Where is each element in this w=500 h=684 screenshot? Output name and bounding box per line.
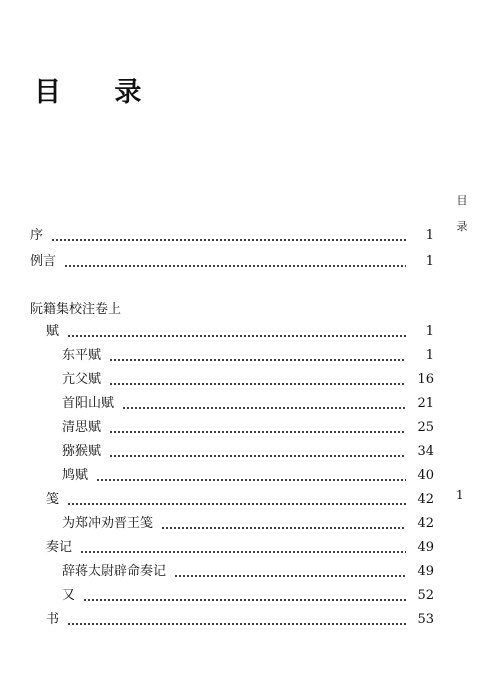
toc-entry[interactable]: [62, 366, 434, 388]
toc-entry-title: 清思赋: [62, 420, 102, 435]
leader-dots: [64, 254, 406, 268]
leader-dots: [161, 516, 406, 530]
leader-dots: [67, 492, 406, 506]
toc-entry-title: 笺: [46, 492, 60, 507]
leader-dots: [80, 540, 406, 554]
leader-dots: [67, 612, 406, 626]
toc-entry[interactable]: [62, 582, 434, 604]
leader-dots: [174, 564, 406, 578]
toc-entry-page: 25: [417, 420, 434, 435]
toc-entry-page: 49: [417, 540, 434, 555]
toc-entry[interactable]: [62, 414, 434, 436]
toc-entry[interactable]: [30, 248, 434, 270]
toc-entry-title: 首阳山赋: [62, 396, 115, 411]
toc-entry-page: 49: [417, 564, 434, 579]
toc-entry-title: 鸠赋: [62, 468, 89, 483]
toc-entry-page: 42: [417, 516, 434, 531]
toc-entry-title: 亢父赋: [62, 372, 102, 387]
toc-entry[interactable]: [62, 462, 434, 484]
toc-entry-title: 辞蒋太尉辟命奏记: [62, 564, 167, 579]
toc-entry[interactable]: [46, 606, 434, 628]
toc-entry-title: 东平赋: [62, 348, 102, 363]
toc-entry[interactable]: [46, 486, 434, 508]
running-header-char: 目: [456, 194, 468, 207]
toc-entry-page: 1: [425, 228, 434, 243]
toc-entry-page: 1: [425, 324, 434, 339]
running-header-side: [455, 188, 469, 240]
leader-dots: [51, 228, 406, 242]
toc-entry-page: 1: [425, 348, 434, 363]
leader-dots: [109, 420, 406, 434]
toc-entry-title: 奏记: [46, 540, 73, 555]
toc-entry[interactable]: [62, 510, 434, 532]
side-page-number: 1: [456, 488, 464, 502]
toc-entry-page: 40: [417, 468, 434, 483]
toc-entry-page: 42: [417, 492, 434, 507]
toc-entry[interactable]: [30, 222, 434, 244]
page-title: 目 录: [34, 77, 164, 108]
leader-dots: [67, 324, 406, 338]
toc-entry-title: 又: [62, 588, 76, 603]
leader-dots: [109, 444, 406, 458]
toc-entry-title: 书: [46, 612, 60, 627]
leader-dots: [109, 348, 406, 362]
section-title: 阮籍集校注卷上: [30, 302, 122, 317]
leader-dots: [109, 372, 406, 386]
toc-entry-page: 1: [425, 254, 434, 269]
toc-entry[interactable]: [62, 390, 434, 412]
toc-entry[interactable]: [62, 558, 434, 580]
toc-entry-title: 赋: [46, 324, 60, 339]
running-header-char: 录: [456, 220, 468, 233]
leader-dots: [96, 468, 406, 482]
toc-entry-title: 例言: [30, 254, 57, 269]
toc-entry-title: 猕猴赋: [62, 444, 102, 459]
leader-dots: [122, 396, 406, 410]
toc-entry-title: 为郑冲劝晋王笺: [62, 516, 154, 531]
toc-entry[interactable]: [62, 342, 434, 364]
toc-entry-page: 16: [417, 372, 434, 387]
toc-entry[interactable]: [46, 318, 434, 340]
toc-entry-page: 21: [417, 396, 434, 411]
toc-entry-page: 53: [417, 612, 434, 627]
toc-entry-page: 34: [417, 444, 434, 459]
toc-entry[interactable]: [46, 534, 434, 556]
toc-entry-page: 52: [417, 588, 434, 603]
leader-dots: [83, 588, 406, 602]
toc-entry[interactable]: [62, 438, 434, 460]
toc-entry-title: 序: [30, 228, 44, 243]
